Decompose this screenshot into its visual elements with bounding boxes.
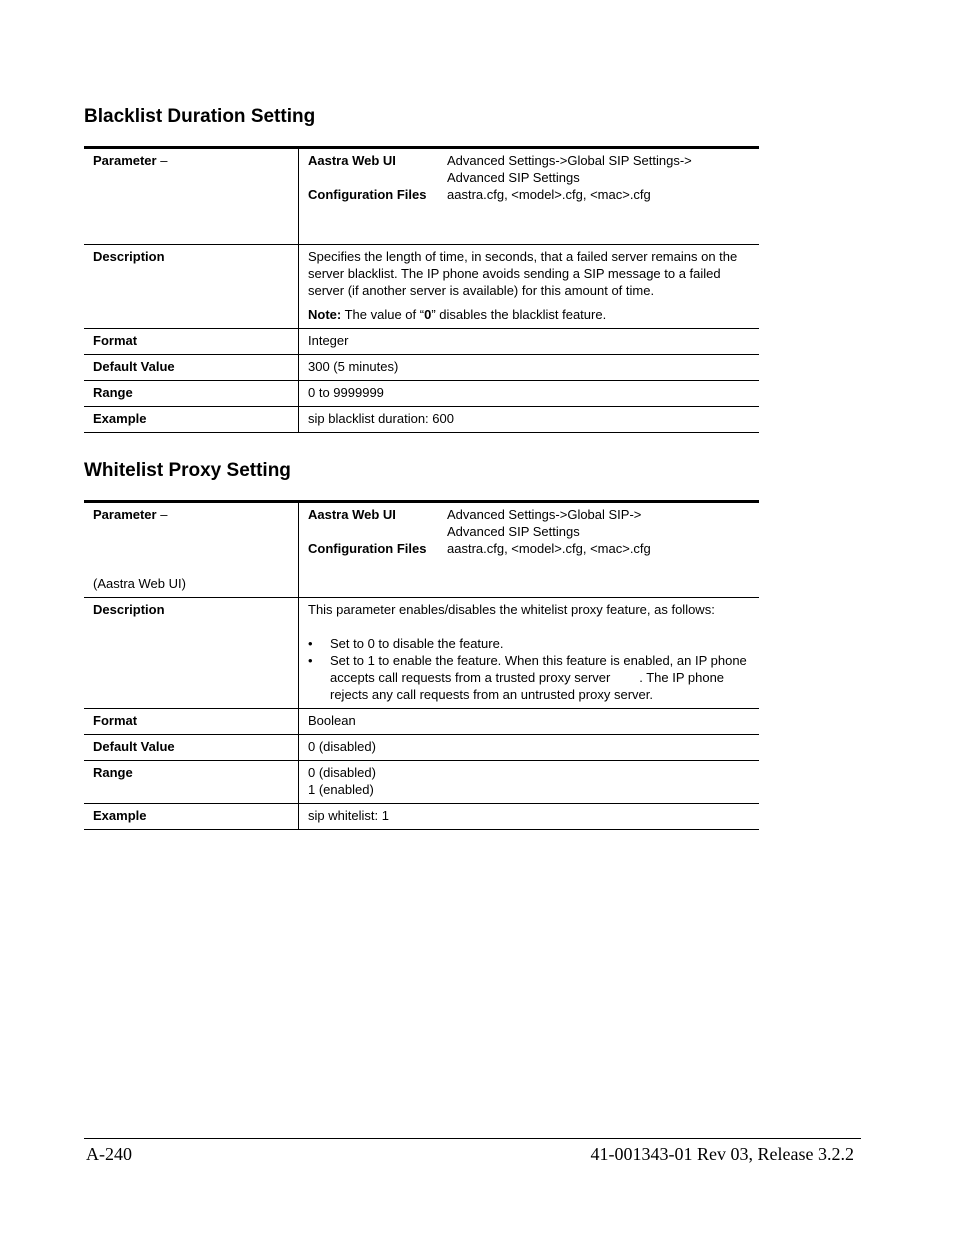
config-files-value: aastra.cfg, <model>.cfg, <mac>.cfg xyxy=(447,187,651,202)
bullet-icon: • xyxy=(308,636,313,651)
table-row xyxy=(84,407,759,433)
config-files-value: aastra.cfg, <model>.cfg, <mac>.cfg xyxy=(447,541,651,556)
list-item: • Set to 0 to disable the feature. xyxy=(308,636,504,651)
blacklist-section-title: Blacklist Duration Setting xyxy=(84,106,316,127)
table-row xyxy=(84,598,759,709)
table-row xyxy=(84,329,759,355)
config-files-label: Configuration Files xyxy=(308,541,427,556)
example-value: sip blacklist duration: 600 xyxy=(299,407,760,433)
range-value-1: 0 (disabled) xyxy=(308,765,376,780)
example-label: Example xyxy=(84,804,299,830)
whitelist-section-title: Whitelist Proxy Setting xyxy=(84,460,291,481)
bullet-icon: • xyxy=(308,653,313,668)
table-row xyxy=(84,381,759,407)
whitelist-parameter-table xyxy=(84,500,759,830)
range-value-2: 1 (enabled) xyxy=(308,782,374,797)
web-ui-label: Aastra Web UI xyxy=(308,507,396,522)
parameter-value-cell xyxy=(299,148,760,245)
web-ui-path-2: Advanced SIP Settings xyxy=(447,524,580,539)
parameter-dash: – xyxy=(156,153,168,168)
table-row xyxy=(84,502,759,598)
default-value: 300 (5 minutes) xyxy=(299,355,760,381)
parameter-value-cell xyxy=(299,502,760,598)
range-label: Range xyxy=(84,761,299,804)
format-label: Format xyxy=(84,709,299,735)
description-label: Description xyxy=(84,245,299,329)
parameter-label: Parameter xyxy=(93,507,157,522)
description-cell xyxy=(299,245,760,329)
range-value: 0 to 9999999 xyxy=(299,381,760,407)
parameter-label-cell xyxy=(84,502,299,598)
default-value: 0 (disabled) xyxy=(299,735,760,761)
default-value-label: Default Value xyxy=(84,355,299,381)
parameter-dash: – xyxy=(156,507,168,522)
web-ui-path-1: Advanced Settings->Global SIP-> xyxy=(447,507,642,522)
example-value: sip whitelist: 1 xyxy=(299,804,760,830)
description-label: Description xyxy=(84,598,299,709)
default-value-label: Default Value xyxy=(84,735,299,761)
table-row xyxy=(84,761,759,804)
web-ui-path-2: Advanced SIP Settings xyxy=(447,170,580,185)
range-value-cell xyxy=(299,761,760,804)
web-ui-path-1: Advanced Settings->Global SIP Settings-> xyxy=(447,153,692,168)
web-ui-label: Aastra Web UI xyxy=(308,153,396,168)
description-bullet-list xyxy=(308,635,750,703)
table-row xyxy=(84,709,759,735)
example-label: Example xyxy=(84,407,299,433)
range-label: Range xyxy=(84,381,299,407)
table-row xyxy=(84,355,759,381)
parameter-note: (Aastra Web UI) xyxy=(93,576,186,591)
footer-divider xyxy=(84,1138,861,1139)
description-cell xyxy=(299,598,760,709)
description-text: This parameter enables/disables the whitelist proxy feature, as follows: xyxy=(308,602,715,617)
parameter-label-cell xyxy=(84,148,299,245)
format-value: Boolean xyxy=(299,709,760,735)
list-item: • Set to 1 to enable the feature. When this feature is enabled, an IP phone accepts call requests from a trusted proxy server . The IP phone rejects any call requests from an untrusted proxy server. xyxy=(308,653,751,702)
description-note: Note: The value of “0” disables the blacklist feature. xyxy=(308,307,607,322)
description-text: Specifies the length of time, in seconds, that a failed server remains on the server blacklist. The IP phone avoids sending a SIP message to a failed server (if another server is available) for this amount of time. xyxy=(308,249,738,298)
table-row xyxy=(84,245,759,329)
page-number: A-240 xyxy=(86,1144,132,1164)
table-row xyxy=(84,735,759,761)
blacklist-parameter-table xyxy=(84,146,759,433)
document-id: 41-001343-01 Rev 03, Release 3.2.2 xyxy=(590,1144,854,1164)
parameter-label: Parameter xyxy=(93,153,157,168)
format-label: Format xyxy=(84,329,299,355)
table-row xyxy=(84,804,759,830)
config-files-label: Configuration Files xyxy=(308,187,427,202)
table-row xyxy=(84,148,759,245)
format-value: Integer xyxy=(299,329,760,355)
